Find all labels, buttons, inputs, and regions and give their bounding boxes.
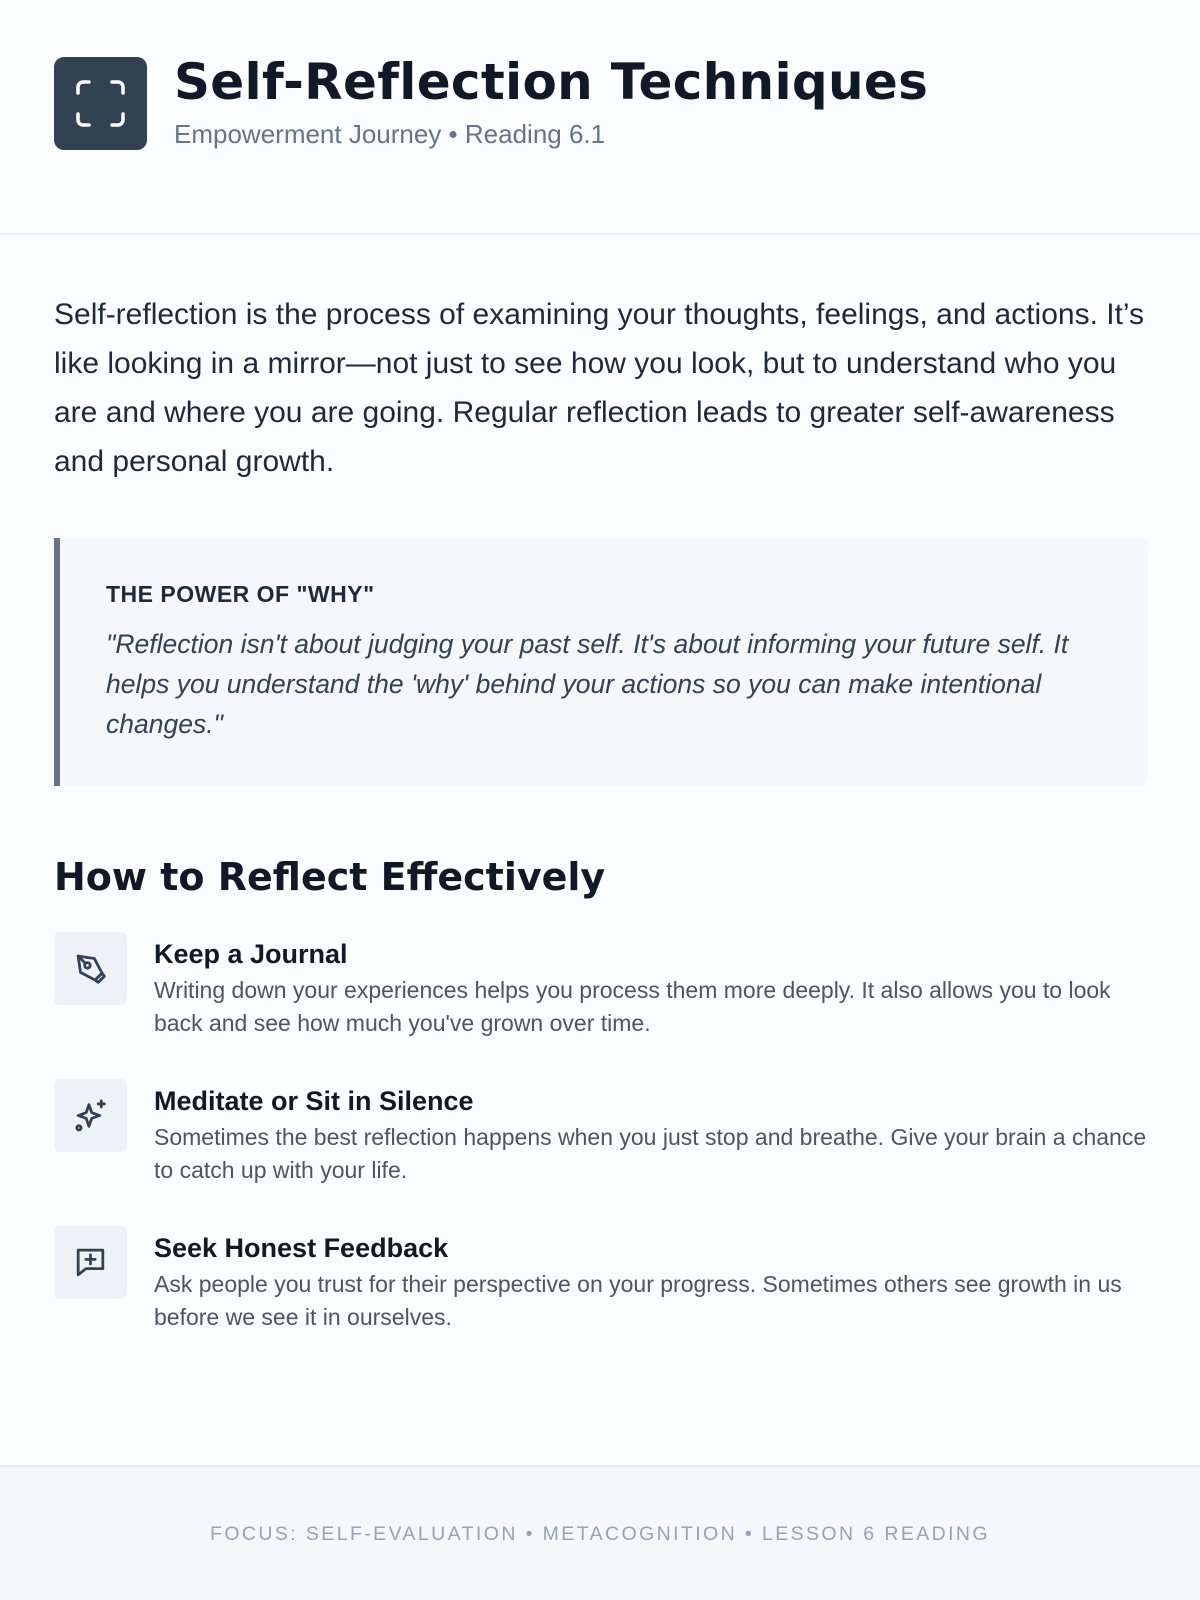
sparkles-icon (54, 1079, 127, 1152)
callout-title: THE POWER OF "WHY" (106, 581, 375, 607)
item-title: Keep a Journal (154, 939, 348, 969)
pen-nib-icon (54, 932, 127, 1005)
item-title: Seek Honest Feedback (154, 1233, 449, 1263)
page-header (0, 0, 1200, 235)
item-description: Ask people you trust for their perspective on your progress. Sometimes others see growth in us before we see it in ourselves. (154, 1271, 1122, 1330)
intro-paragraph: Self-reflection is the process of examining your thoughts, feelings, and actions. It’s like looking in a mirror—not just to see how you look, but to understand who you are and where you are going. Regular reflection leads to greater self-awareness and personal growth. (54, 298, 1145, 478)
item-description: Sometimes the best reflection happens when you just stop and breathe. Give your brain a chance to catch up with your life. (154, 1124, 1147, 1183)
item-title: Meditate or Sit in Silence (154, 1086, 474, 1116)
section-title: How to Reflect Effectively (54, 855, 606, 899)
page-subtitle: Empowerment Journey • Reading 6.1 (174, 119, 606, 149)
quote-callout (54, 538, 1148, 786)
page-title: Self-Reflection Techniques (174, 53, 929, 111)
message-plus-icon (54, 1226, 127, 1299)
technique-item (54, 1079, 1154, 1209)
footer-text: FOCUS: SELF-EVALUATION • METACOGNITION • LESSON 6 READING (210, 1523, 990, 1545)
callout-quote: "Reflection isn't about judging your past self. It's about informing your future self. It helps you understand the 'why' behind your actions so you can make intentional changes." (106, 629, 1069, 739)
scan-frame-icon (54, 57, 147, 150)
item-description: Writing down your experiences helps you process them more deeply. It also allows you to look back and see how much you've grown over time. (154, 977, 1111, 1036)
page-footer (0, 1465, 1200, 1600)
technique-item (54, 1226, 1154, 1356)
technique-item (54, 932, 1154, 1062)
